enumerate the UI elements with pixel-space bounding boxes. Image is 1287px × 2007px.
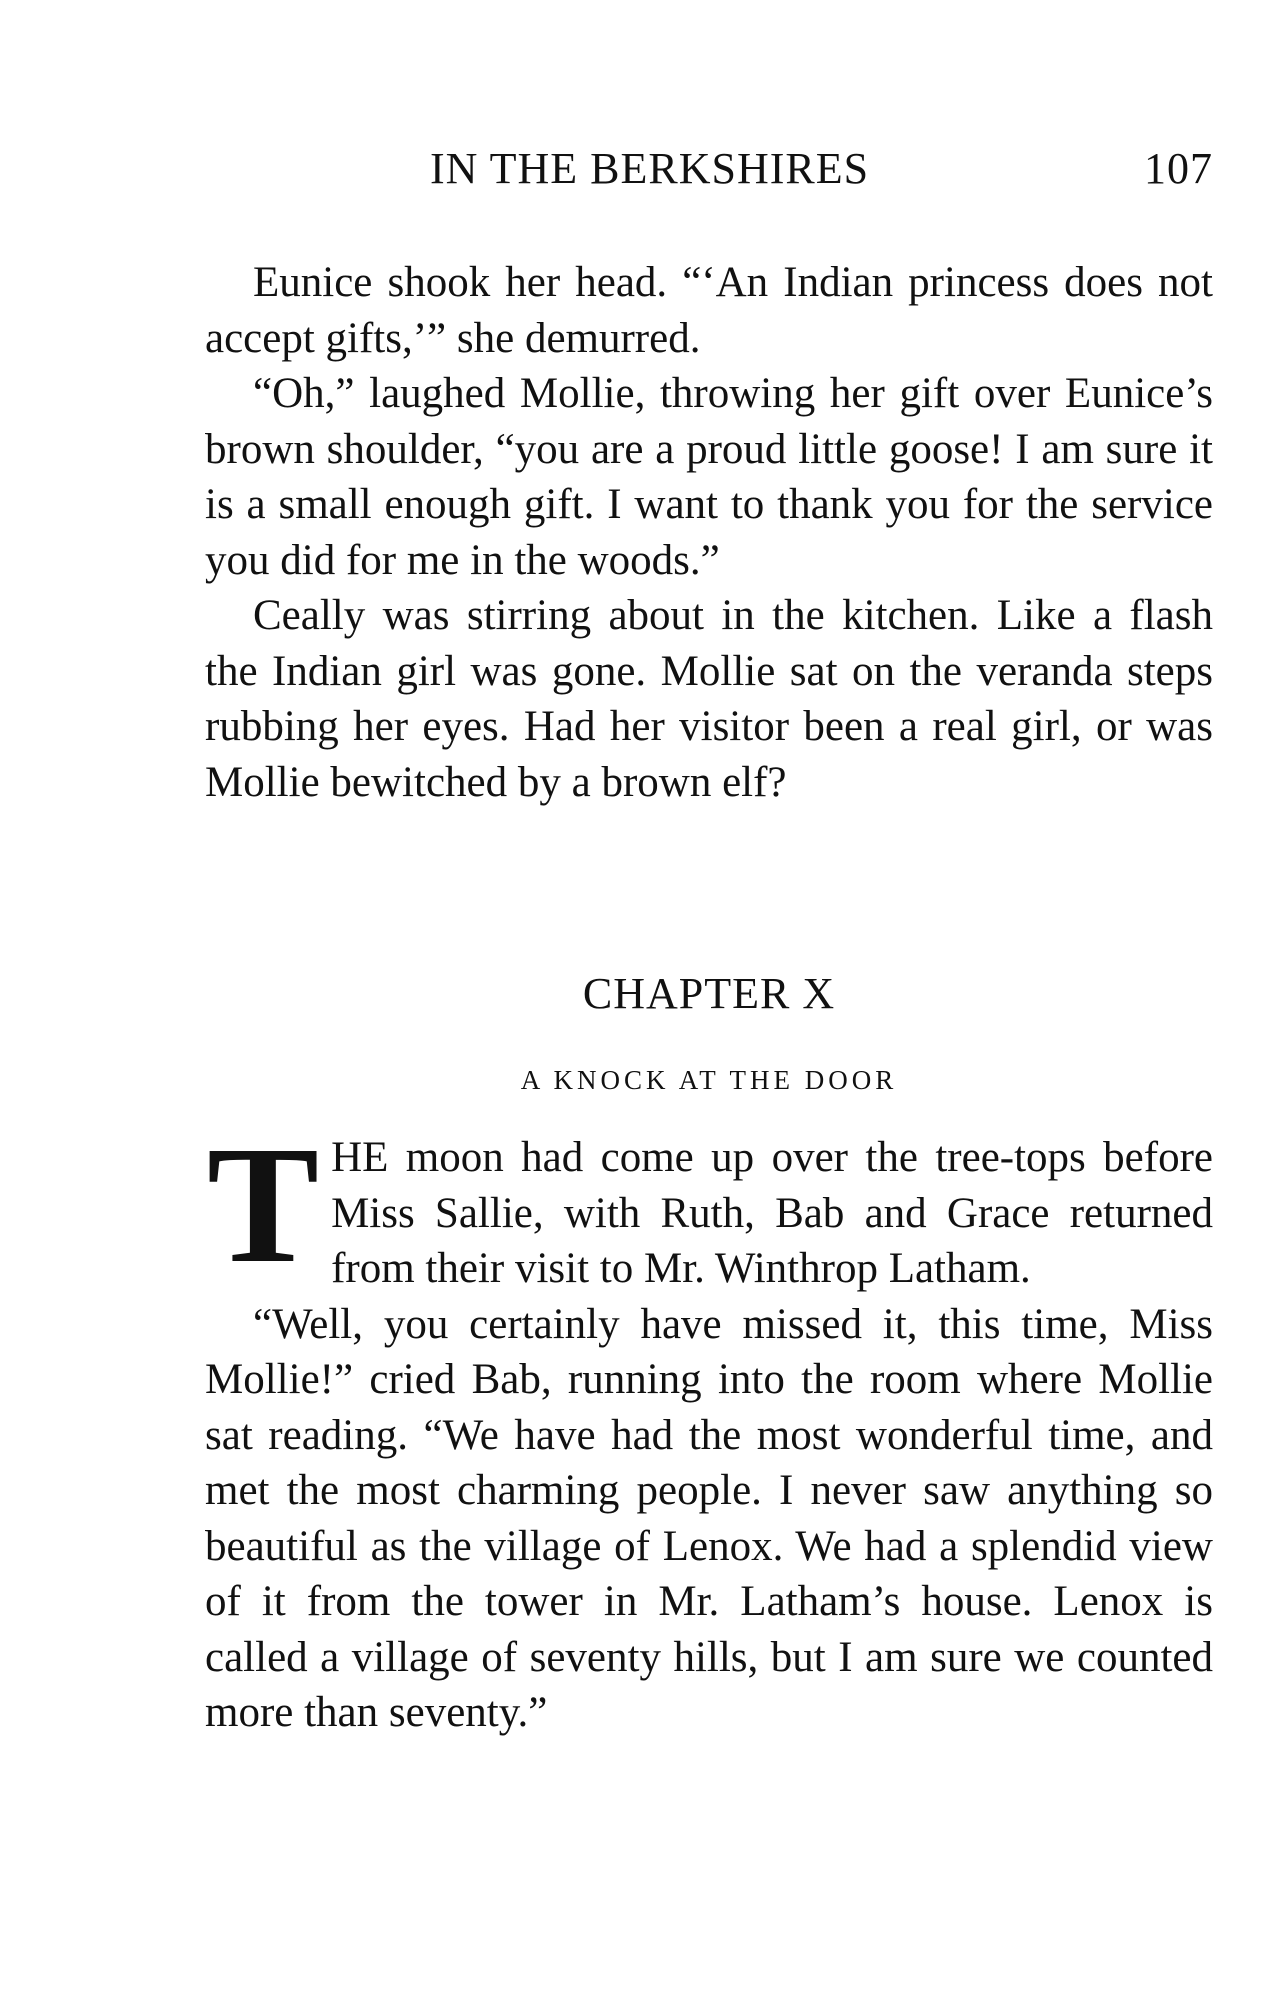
page-number: 107: [1144, 144, 1213, 193]
body-text-chapter: [205, 1112, 1213, 1741]
body-text-before-chapter: [205, 255, 1213, 810]
running-head: [205, 143, 1213, 203]
running-title: IN THE BERKSHIRES: [430, 144, 870, 193]
opening-paragraph-text: HE moon had come up over the tree-tops before Miss Sallie, with Ruth, Bab and Grace returned from their visit to Mr. Winthrop Latham.: [331, 1134, 1213, 1292]
chapter-title: CHAPTER X: [582, 969, 836, 1018]
drop-cap: T: [207, 1112, 320, 1298]
chapter-subtitle: A KNOCK AT THE DOOR: [520, 1065, 898, 1095]
paragraph: “Oh,” laughed Mollie, throwing her gift over Eunice’s brown shoulder, “you are a proud little goose! I am sure it is a small enough gift. I want to thank you for the service you did for me in the woods.”: [205, 370, 1213, 584]
opening-paragraph: [205, 1112, 1213, 1298]
paragraph: Ceally was stirring about in the kitchen. Like a flash the Indian girl was gone. Mollie sat on the veranda steps rubbing her eyes. Had her visitor been a real girl, or was Mollie bewitched by a brown elf?: [205, 592, 1213, 806]
paragraph: “Well, you certainly have missed it, this time, Miss Mollie!” cried Bab, running into the room where Mollie sat reading. “We have had the most wonderful time, and met the most charming people. I never saw anything so beautiful as the village of Lenox. We had a splendid view of it from the tower in Mr. Latham’s house. Lenox is called a village of seventy hills, but I am sure we counted more than seventy.”: [205, 1300, 1213, 1736]
paragraph: Eunice shook her head. “‘An Indian princess does not accept gifts,’” she demurred.: [205, 259, 1213, 362]
